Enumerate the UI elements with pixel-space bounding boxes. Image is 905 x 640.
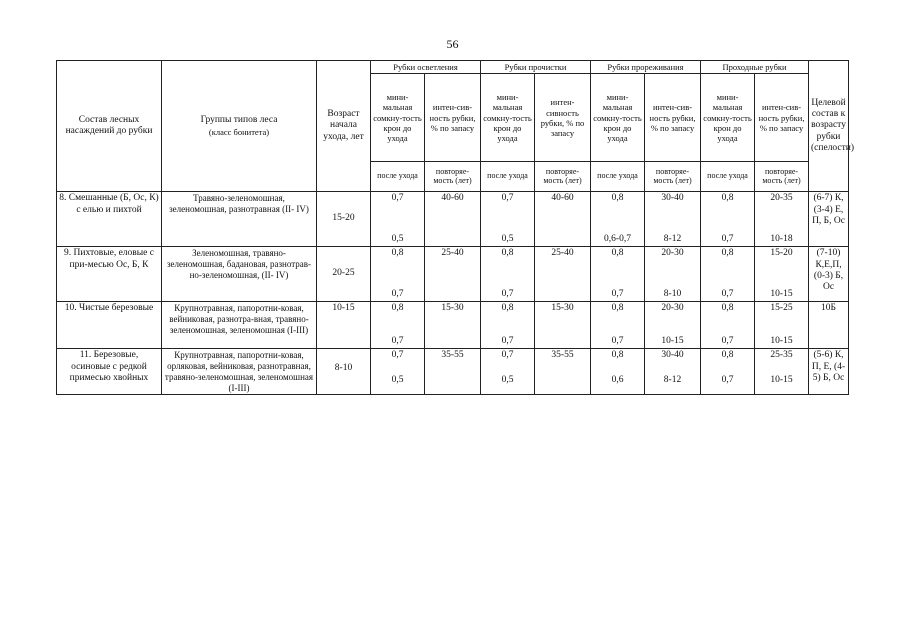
value-intensity: 15-20 bbox=[770, 248, 793, 259]
page-number: 56 bbox=[446, 37, 459, 51]
cell-intensity-1: 35-55 bbox=[425, 349, 481, 395]
value-repeat: 10-15 bbox=[770, 288, 793, 299]
header-repeat-1: повторяе-мость (лет) bbox=[425, 162, 481, 192]
value-before: 0,8 bbox=[391, 303, 404, 314]
cell-age: 15-20 bbox=[317, 192, 371, 247]
value-repeat: 10-15 bbox=[770, 335, 793, 346]
header-density-3: мини-мальная сомкну-тость крон до ухода bbox=[591, 74, 645, 162]
header-density-4: мини-мальная сомкну-тость крон до ухода bbox=[701, 74, 755, 162]
value-before: 0,8 bbox=[501, 248, 514, 259]
value-before: 0,7 bbox=[391, 193, 404, 204]
cell-density-3 bbox=[591, 302, 645, 349]
cell-composition: 10. Чистые березовые bbox=[57, 302, 162, 349]
header-intensity-1: интен-сив-ность рубки, % по запасу bbox=[425, 74, 481, 162]
cell-intensity-2: 40-60 bbox=[535, 192, 591, 247]
value-repeat: 10-15 bbox=[770, 374, 793, 385]
value-intensity: 15-25 bbox=[770, 303, 793, 314]
value-after: 0,5 bbox=[391, 374, 404, 385]
table-row bbox=[57, 247, 849, 302]
header-after-2: после ухода bbox=[481, 162, 535, 192]
cell-intensity-1: 15-30 bbox=[425, 302, 481, 349]
cell-intensity-1: 25-40 bbox=[425, 247, 481, 302]
value-before: 0,8 bbox=[721, 350, 734, 361]
cell-composition: 8. Смешанные (Б, Ос, К) с елью и пихтой bbox=[57, 192, 162, 247]
cell-density-2 bbox=[481, 302, 535, 349]
value-before: 0,7 bbox=[391, 350, 404, 361]
cell-target: (7-10) К,Е,П, (0-3) Б, Ос bbox=[809, 247, 849, 302]
cell-density-2 bbox=[481, 192, 535, 247]
cell-density-3 bbox=[591, 192, 645, 247]
value-after: 0,7 bbox=[391, 335, 404, 346]
value-after: 0,7 bbox=[721, 374, 734, 385]
header-age: Возраст начала ухода, лет bbox=[317, 61, 371, 192]
value-before: 0,8 bbox=[501, 303, 514, 314]
header-intensity-4: интен-сив-ность рубки, % по запасу bbox=[755, 74, 809, 162]
cell-intensity-4 bbox=[755, 192, 809, 247]
value-before: 0,8 bbox=[721, 303, 734, 314]
cell-age: 8-10 bbox=[317, 349, 371, 395]
header-group-thinning: Рубки прореживания bbox=[591, 61, 701, 74]
value-intensity: 25-35 bbox=[770, 350, 793, 361]
cell-age: 10-15 bbox=[317, 302, 371, 349]
header-intensity-3: интен-сив-ность рубки, % по запасу bbox=[645, 74, 701, 162]
value-after: 0,7 bbox=[721, 288, 734, 299]
value-before: 0,8 bbox=[611, 350, 624, 361]
header-repeat-3: повторяе-мость (лет) bbox=[645, 162, 701, 192]
cell-intensity-3 bbox=[645, 247, 701, 302]
value-after: 0,7 bbox=[721, 335, 734, 346]
header-group-cleaning: Рубки прочистки bbox=[481, 61, 591, 74]
header-density-1: мини-мальная сомкну-тость крон до ухода bbox=[371, 74, 425, 162]
value-after: 0,6 bbox=[611, 374, 624, 385]
cell-density-1 bbox=[371, 302, 425, 349]
cell-intensity-1: 40-60 bbox=[425, 192, 481, 247]
value-before: 0,7 bbox=[501, 350, 514, 361]
cell-density-4 bbox=[701, 192, 755, 247]
header-composition: Состав лесных насаждений до рубки bbox=[57, 61, 162, 192]
cell-density-4 bbox=[701, 302, 755, 349]
cell-density-2 bbox=[481, 349, 535, 395]
header-after-1: после ухода bbox=[371, 162, 425, 192]
header-group-passage: Проходные рубки bbox=[701, 61, 809, 74]
cell-forest-types: Зеленомошная, травяно-зеленомошная, бадановая, разнотрав-но-зеленомошная, (II- IV) bbox=[162, 247, 317, 302]
value-after: 0,7 bbox=[721, 233, 734, 244]
header-forest-types-label: Группы типов леса bbox=[200, 115, 278, 126]
value-intensity: 20-35 bbox=[770, 193, 793, 204]
value-after: 0,5 bbox=[501, 374, 514, 385]
cell-density-3 bbox=[591, 349, 645, 395]
value-after: 0,7 bbox=[501, 335, 514, 346]
cell-target: (5-6) К, П, Е, (4-5) Б, Ос bbox=[809, 349, 849, 395]
value-intensity: 20-30 bbox=[661, 303, 684, 314]
value-after: 0,7 bbox=[501, 288, 514, 299]
value-before: 0,8 bbox=[611, 193, 624, 204]
value-after: 0,7 bbox=[391, 288, 404, 299]
cell-density-4 bbox=[701, 349, 755, 395]
value-after: 0,7 bbox=[611, 288, 624, 299]
cell-density-4 bbox=[701, 247, 755, 302]
value-before: 0,8 bbox=[721, 248, 734, 259]
value-repeat: 10-15 bbox=[661, 335, 684, 346]
value-after: 0,5 bbox=[391, 233, 404, 244]
cell-intensity-3 bbox=[645, 302, 701, 349]
header-density-2: мини-мальная сомкну-тость крон до ухода bbox=[481, 74, 535, 162]
header-forest-types-sub: (класс бонитета) bbox=[208, 126, 270, 137]
header-group-clearing: Рубки осветления bbox=[371, 61, 481, 74]
cell-intensity-3 bbox=[645, 349, 701, 395]
value-after: 0,6-0,7 bbox=[604, 233, 631, 244]
cell-composition: 11. Березовые, осиновые с редкой примесью хвойных bbox=[57, 349, 162, 395]
cell-density-3 bbox=[591, 247, 645, 302]
value-after: 0,5 bbox=[501, 233, 514, 244]
header-forest-types bbox=[162, 61, 317, 192]
header-target: Целевой состав к возрасту рубки (спелости) bbox=[809, 61, 849, 192]
cell-forest-types: Крупнотравная, папоротни-ковая, орляковая, вейниковая, разнотравная, травяно-зеленомошная, зеленомошная (I-III) bbox=[162, 349, 317, 395]
cell-intensity-4 bbox=[755, 247, 809, 302]
header-intensity-2: интен-сивность рубки, % по запасу bbox=[535, 74, 591, 162]
value-repeat: 8-10 bbox=[663, 288, 682, 299]
cell-target: 10Б bbox=[809, 302, 849, 349]
header-repeat-4: повторяе-мость (лет) bbox=[755, 162, 809, 192]
cell-intensity-2: 35-55 bbox=[535, 349, 591, 395]
value-before: 0,8 bbox=[611, 303, 624, 314]
value-repeat: 8-12 bbox=[663, 233, 682, 244]
cell-forest-types: Травяно-зеленомошная, зеленомошная, разнотравная (II- IV) bbox=[162, 192, 317, 247]
value-before: 0,8 bbox=[611, 248, 624, 259]
header-after-3: после ухода bbox=[591, 162, 645, 192]
table-row bbox=[57, 349, 849, 395]
value-repeat: 8-12 bbox=[663, 374, 682, 385]
cell-forest-types: Крупнотравная, папоротни-ковая, вейниковая, разнотра-вная, травяно-зеленомошная, зеленомошная (I-III) bbox=[162, 302, 317, 349]
value-before: 0,7 bbox=[501, 193, 514, 204]
value-repeat: 10-18 bbox=[770, 233, 793, 244]
cell-composition: 9. Пихтовые, еловые с при-месью Ос, Б, К bbox=[57, 247, 162, 302]
cell-intensity-4 bbox=[755, 302, 809, 349]
cell-intensity-2: 25-40 bbox=[535, 247, 591, 302]
value-intensity: 30-40 bbox=[661, 350, 684, 361]
cell-intensity-2: 15-30 bbox=[535, 302, 591, 349]
table-row bbox=[57, 302, 849, 349]
cell-age: 20-25 bbox=[317, 247, 371, 302]
value-intensity: 30-40 bbox=[661, 193, 684, 204]
cell-density-1 bbox=[371, 192, 425, 247]
value-before: 0,8 bbox=[391, 248, 404, 259]
header-after-4: после ухода bbox=[701, 162, 755, 192]
cell-intensity-3 bbox=[645, 192, 701, 247]
header-row-groups bbox=[57, 61, 849, 74]
table-row bbox=[57, 192, 849, 247]
value-before: 0,8 bbox=[721, 193, 734, 204]
header-repeat-2: повторяе-мость (лет) bbox=[535, 162, 591, 192]
cell-density-1 bbox=[371, 247, 425, 302]
value-intensity: 20-30 bbox=[661, 248, 684, 259]
value-after: 0,7 bbox=[611, 335, 624, 346]
cell-density-2 bbox=[481, 247, 535, 302]
cell-density-1 bbox=[371, 349, 425, 395]
cell-intensity-4 bbox=[755, 349, 809, 395]
thinning-norms-table bbox=[56, 60, 855, 395]
cell-target: (6-7) К, (3-4) Е, П, Б, Ос bbox=[809, 192, 849, 247]
